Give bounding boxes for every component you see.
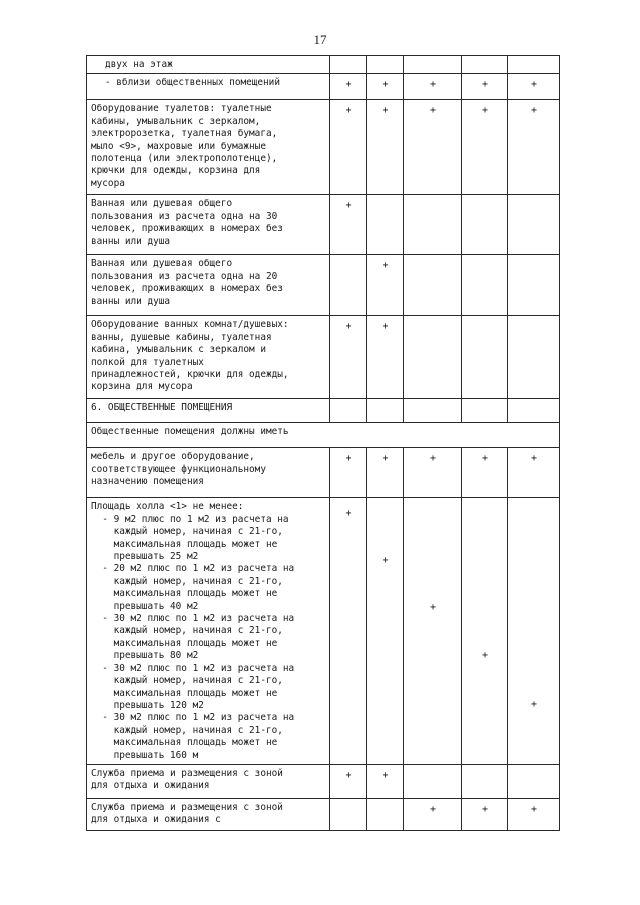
requirement-cell xyxy=(87,195,330,255)
table-row xyxy=(87,798,560,830)
category-mark: + xyxy=(345,79,352,91)
category-mark-cell xyxy=(404,764,462,798)
requirement-cell xyxy=(87,316,330,399)
category-mark: + xyxy=(481,803,489,815)
category-mark-cell xyxy=(367,195,404,255)
requirement-cell xyxy=(87,798,330,830)
category-mark: + xyxy=(481,650,489,662)
category-mark-cell xyxy=(330,764,367,798)
requirement-text: Оборудование туалетов: туалетные кабины, умывальник с зеркалом, электророзетка, туалетная бумага, мыло <9>, махровые или бумажные полотенца (или электрополотенце), крючки для одежды, корзина для мусора xyxy=(91,103,278,189)
category-mark-cell xyxy=(367,56,404,74)
category-mark: + xyxy=(382,79,389,91)
category-mark-cell xyxy=(367,448,404,498)
table-row xyxy=(87,498,560,765)
category-mark-cell xyxy=(330,498,367,765)
requirement-text: Площадь холла <1> не менее: - 9 м2 плюс по 1 м2 из расчета на каждый номер, начиная с 21-го, максимальная площадь может не превышать 25 м2 - 20 м2 плюс по 1 м2 из расчета на каждый номер, начиная с 21-го, максимальная площадь может не превышать 40 м2 - 30 м2 плюс по 1 м2 из расчета на каждый номер, начиная с 21-го, максимальная площадь может не превышать 80 м2 - 30 м2 плюс по 1 м2 из расчета на каждый номер, начиная с 21-го, максимальная площадь может не превышать 120 м2 - 30 м2 плюс по 1 м2 из расчета на каждый номер, начиная с 21-го, максимальная площадь может не превышать 160 м xyxy=(91,501,295,761)
table-row xyxy=(87,399,560,423)
page-number: 17 xyxy=(313,32,327,47)
category-mark: + xyxy=(429,105,437,117)
requirement-cell xyxy=(87,448,330,498)
category-mark-cell xyxy=(330,399,367,423)
category-mark-cell xyxy=(404,255,462,316)
category-mark-cell xyxy=(330,100,367,195)
category-mark: + xyxy=(530,699,538,711)
table-row xyxy=(87,316,560,399)
requirement-text: Служба приема и размещения с зоной для отдыха и ожидания с xyxy=(91,801,283,826)
category-mark: + xyxy=(345,508,352,520)
requirement-text: - вблизи общественных помещений xyxy=(105,77,280,89)
category-mark-cell xyxy=(462,74,508,100)
category-mark-cell xyxy=(330,56,367,74)
category-mark-cell xyxy=(404,399,462,423)
category-mark: + xyxy=(481,453,489,465)
category-mark-cell xyxy=(367,798,404,830)
table-row xyxy=(87,764,560,798)
category-mark: + xyxy=(382,321,389,333)
category-mark-cell xyxy=(404,74,462,100)
category-mark-cell xyxy=(404,498,462,765)
category-mark: + xyxy=(345,200,352,212)
requirement-cell xyxy=(87,255,330,316)
category-mark-cell xyxy=(404,56,462,74)
category-mark-cell xyxy=(330,74,367,100)
category-mark-cell xyxy=(462,764,508,798)
category-mark-cell xyxy=(462,255,508,316)
category-mark-cell xyxy=(508,399,560,423)
category-mark: + xyxy=(530,105,538,117)
requirement-text: двух на этаж xyxy=(105,59,173,70)
category-mark-cell xyxy=(404,448,462,498)
requirement-text: Оборудование ванных комнат/душевых: ванны, душевые кабины, туалетная кабина, умывальник с зеркалом и полкой для туалетных принадлежностей, крючки для одежды, корзина для мусора xyxy=(91,319,289,393)
requirement-text: Ванная или душевая общего пользования из расчета одна на 30 человек, проживающих в номерах без ванны или душа xyxy=(91,198,283,247)
category-mark: + xyxy=(481,105,489,117)
category-mark: + xyxy=(382,555,389,567)
table-row xyxy=(87,100,560,195)
requirement-cell xyxy=(87,764,330,798)
category-mark: + xyxy=(345,321,352,333)
category-mark-cell xyxy=(462,316,508,399)
category-mark-cell xyxy=(367,100,404,195)
table-row xyxy=(87,56,560,74)
category-mark-cell xyxy=(330,798,367,830)
category-mark: + xyxy=(382,105,389,117)
category-mark: + xyxy=(345,769,352,781)
table-row xyxy=(87,448,560,498)
requirement-cell xyxy=(87,423,560,448)
category-mark: + xyxy=(382,260,389,272)
requirement-cell xyxy=(87,498,330,765)
category-mark-cell xyxy=(330,316,367,399)
category-mark-cell xyxy=(330,448,367,498)
category-mark: + xyxy=(382,769,389,781)
category-mark: + xyxy=(345,453,352,465)
category-mark-cell xyxy=(462,195,508,255)
requirement-text: 6. ОБЩЕСТВЕННЫЕ ПОМЕЩЕНИЯ xyxy=(91,402,233,414)
requirement-text: Общественные помещения должны иметь xyxy=(91,426,289,438)
category-mark-cell xyxy=(462,448,508,498)
category-mark: + xyxy=(429,602,437,614)
category-mark: + xyxy=(429,803,437,815)
category-mark-cell xyxy=(367,255,404,316)
category-mark-cell xyxy=(404,195,462,255)
category-mark-cell xyxy=(508,498,560,765)
table-row xyxy=(87,74,560,100)
requirement-text: Служба приема и размещения с зоной для отдыха и ожидания xyxy=(91,767,283,792)
category-mark: + xyxy=(530,79,538,91)
category-mark-cell xyxy=(508,195,560,255)
requirement-cell xyxy=(87,100,330,195)
category-mark-cell xyxy=(462,399,508,423)
category-mark-cell xyxy=(462,498,508,765)
category-mark-cell xyxy=(508,74,560,100)
category-mark-cell xyxy=(462,798,508,830)
requirement-text: мебель и другое оборудование, соответствующее функциональному назначению помещения xyxy=(91,451,266,488)
table-row xyxy=(87,255,560,316)
category-mark-cell xyxy=(508,56,560,74)
category-mark-cell xyxy=(462,56,508,74)
category-mark-cell xyxy=(462,100,508,195)
category-mark-cell xyxy=(508,448,560,498)
category-mark-cell xyxy=(404,100,462,195)
category-mark-cell xyxy=(508,100,560,195)
category-mark: + xyxy=(530,803,538,815)
category-mark-cell xyxy=(508,764,560,798)
requirements-table xyxy=(86,55,560,831)
category-mark-cell xyxy=(508,255,560,316)
category-mark: + xyxy=(429,79,437,91)
category-mark-cell xyxy=(404,316,462,399)
requirement-cell xyxy=(87,56,330,74)
category-mark: + xyxy=(345,105,352,117)
category-mark-cell xyxy=(330,255,367,316)
requirement-cell xyxy=(87,399,330,423)
category-mark-cell xyxy=(330,195,367,255)
requirement-text: Ванная или душевая общего пользования из расчета одна на 20 человек, проживающих в номерах без ванны или душа xyxy=(91,258,283,307)
category-mark-cell xyxy=(367,316,404,399)
category-mark-cell xyxy=(404,798,462,830)
category-mark: + xyxy=(382,453,389,465)
category-mark: + xyxy=(429,453,437,465)
category-mark-cell xyxy=(367,764,404,798)
category-mark: + xyxy=(481,79,489,91)
category-mark-cell xyxy=(508,798,560,830)
requirement-cell xyxy=(87,74,330,100)
category-mark-cell xyxy=(367,74,404,100)
category-mark: + xyxy=(530,453,538,465)
category-mark-cell xyxy=(367,498,404,765)
table-row xyxy=(87,423,560,448)
category-mark-cell xyxy=(508,316,560,399)
category-mark-cell xyxy=(367,399,404,423)
table-row xyxy=(87,195,560,255)
